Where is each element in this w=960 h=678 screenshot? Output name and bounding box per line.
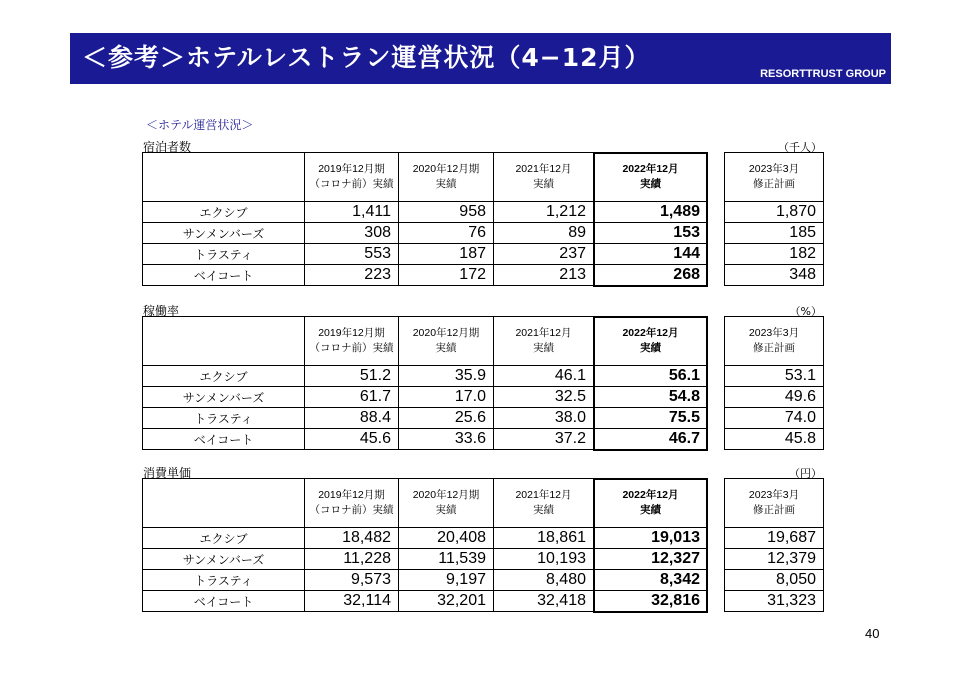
column-header-line1: 2019年12月期	[318, 163, 385, 175]
value-cell: 88.4	[304, 407, 399, 429]
column-header-line2: 実績	[639, 342, 661, 354]
column-header-line1: 2020年12月期	[412, 489, 480, 501]
value-cell: 11,228	[304, 548, 399, 570]
row-label: ベイコート	[142, 264, 305, 286]
column-header-line1: 2020年12月期	[412, 163, 480, 175]
value-cell: 20,408	[398, 527, 494, 549]
value-cell: 32,418	[493, 590, 594, 612]
value-cell: 32,114	[304, 590, 399, 612]
table-row	[142, 386, 824, 407]
value-cell: 12,327	[593, 548, 708, 570]
column-header	[493, 152, 594, 202]
column-header-line1: 2023年3月	[748, 327, 800, 339]
row-label: サンメンバーズ	[142, 386, 305, 408]
column-header-line1: 2021年12月	[515, 163, 572, 175]
row-label: トラスティ	[142, 407, 305, 429]
column-header-line1: 2022年12月	[622, 489, 679, 501]
column-header-line1: 2023年3月	[748, 163, 800, 175]
unit-label: （%）	[789, 305, 822, 318]
value-cell: 1,489	[593, 201, 708, 223]
table-row	[142, 407, 824, 428]
column-header-line2: （コロナ前）実績	[309, 504, 394, 516]
value-cell: 51.2	[304, 365, 399, 387]
row-label: エクシブ	[142, 201, 305, 223]
value-cell: 348	[724, 264, 824, 286]
table-row	[142, 527, 824, 548]
value-cell: 54.8	[593, 386, 708, 408]
value-cell: 49.6	[724, 386, 824, 408]
column-header	[724, 316, 824, 366]
table-row	[142, 569, 824, 590]
column-header-line2: 実績	[435, 342, 457, 354]
column-header-line2: 実績	[532, 178, 554, 190]
row-label: サンメンバーズ	[142, 222, 305, 244]
column-header-line1: 2019年12月期	[318, 489, 385, 501]
value-cell: 1,411	[304, 201, 399, 223]
value-cell: 45.6	[304, 428, 399, 450]
table-header-row	[142, 152, 824, 201]
unit-label: （千人）	[778, 141, 822, 154]
value-cell: 1,870	[724, 201, 824, 223]
column-header-line1: 2021年12月	[515, 489, 572, 501]
value-cell: 31,323	[724, 590, 824, 612]
table-header-row	[142, 316, 824, 365]
value-cell: 8,480	[493, 569, 594, 591]
column-header-line2: 実績	[435, 178, 457, 190]
section-title: 消費単価	[143, 466, 192, 480]
column-header-line2: 修正計画	[752, 342, 795, 354]
value-cell: 46.7	[593, 428, 708, 450]
row-label: ベイコート	[142, 590, 305, 612]
row-label: ベイコート	[142, 428, 305, 450]
value-cell: 61.7	[304, 386, 399, 408]
table-row	[142, 365, 824, 386]
table-row	[142, 222, 824, 243]
value-cell: 53.1	[724, 365, 824, 387]
value-cell: 45.8	[724, 428, 824, 450]
row-label: トラスティ	[142, 243, 305, 265]
value-cell: 153	[593, 222, 708, 244]
value-cell: 19,687	[724, 527, 824, 549]
row-label: トラスティ	[142, 569, 305, 591]
header-blank-cell	[142, 152, 305, 202]
row-label: エクシブ	[142, 527, 305, 549]
value-cell: 185	[724, 222, 824, 244]
column-header-line1: 2022年12月	[622, 163, 679, 175]
data-table	[142, 316, 824, 449]
value-cell: 268	[593, 264, 708, 286]
value-cell: 32.5	[493, 386, 594, 408]
value-cell: 10,193	[493, 548, 594, 570]
data-table	[142, 478, 824, 611]
column-header-line2: 修正計画	[752, 504, 795, 516]
value-cell: 35.9	[398, 365, 494, 387]
table-header-row	[142, 478, 824, 527]
value-cell: 33.6	[398, 428, 494, 450]
table-row	[142, 590, 824, 611]
value-cell: 958	[398, 201, 494, 223]
header-blank-cell	[142, 478, 305, 528]
header-blank-cell	[142, 316, 305, 366]
value-cell: 37.2	[493, 428, 594, 450]
value-cell: 213	[493, 264, 594, 286]
value-cell: 237	[493, 243, 594, 265]
column-header-line2: （コロナ前）実績	[309, 178, 394, 190]
column-header	[304, 316, 399, 366]
page-number: 40	[865, 626, 880, 641]
row-label: エクシブ	[142, 365, 305, 387]
row-label: サンメンバーズ	[142, 548, 305, 570]
value-cell: 46.1	[493, 365, 594, 387]
column-header-line2: 実績	[639, 178, 661, 190]
value-cell: 553	[304, 243, 399, 265]
column-header	[304, 152, 399, 202]
table-row	[142, 428, 824, 449]
column-header	[724, 478, 824, 528]
column-header	[398, 478, 494, 528]
column-header	[398, 316, 494, 366]
value-cell: 9,573	[304, 569, 399, 591]
column-header-line1: 2020年12月期	[412, 327, 480, 339]
column-header	[593, 478, 708, 528]
value-cell: 1,212	[493, 201, 594, 223]
value-cell: 308	[304, 222, 399, 244]
brand-name: RESORTTRUST GROUP	[760, 68, 886, 80]
value-cell: 223	[304, 264, 399, 286]
column-header-line2: 修正計画	[752, 178, 795, 190]
value-cell: 187	[398, 243, 494, 265]
unit-label: （円）	[789, 467, 822, 480]
value-cell: 182	[724, 243, 824, 265]
value-cell: 17.0	[398, 386, 494, 408]
value-cell: 144	[593, 243, 708, 265]
value-cell: 9,197	[398, 569, 494, 591]
table-row	[142, 243, 824, 264]
data-table	[142, 152, 824, 285]
table-row	[142, 201, 824, 222]
value-cell: 8,342	[593, 569, 708, 591]
section-title: 稼働率	[143, 304, 180, 318]
column-header	[398, 152, 494, 202]
column-header	[724, 152, 824, 202]
value-cell: 172	[398, 264, 494, 286]
table-row	[142, 264, 824, 285]
value-cell: 11,539	[398, 548, 494, 570]
value-cell: 74.0	[724, 407, 824, 429]
column-header-line1: 2019年12月期	[318, 327, 385, 339]
column-header-line1: 2022年12月	[622, 327, 679, 339]
column-header	[304, 478, 399, 528]
value-cell: 38.0	[493, 407, 594, 429]
column-header-line2: （コロナ前）実績	[309, 342, 394, 354]
column-header-line2: 実績	[532, 504, 554, 516]
column-header-line2: 実績	[639, 504, 661, 516]
title-banner	[70, 33, 891, 84]
value-cell: 18,861	[493, 527, 594, 549]
page-title: ＜参考＞ホテルレストラン運営状況（4−12月）	[82, 43, 651, 72]
column-header	[493, 478, 594, 528]
column-header-line1: 2021年12月	[515, 327, 572, 339]
column-header-line1: 2023年3月	[748, 489, 800, 501]
value-cell: 19,013	[593, 527, 708, 549]
table-row	[142, 548, 824, 569]
value-cell: 76	[398, 222, 494, 244]
value-cell: 25.6	[398, 407, 494, 429]
value-cell: 18,482	[304, 527, 399, 549]
value-cell: 89	[493, 222, 594, 244]
column-header-line2: 実績	[435, 504, 457, 516]
value-cell: 32,816	[593, 590, 708, 612]
value-cell: 56.1	[593, 365, 708, 387]
section-subheading: ＜ホテル運営状況＞	[146, 118, 254, 132]
value-cell: 32,201	[398, 590, 494, 612]
column-header	[593, 152, 708, 202]
value-cell: 8,050	[724, 569, 824, 591]
column-header-line2: 実績	[532, 342, 554, 354]
section-title: 宿泊者数	[143, 140, 192, 154]
value-cell: 12,379	[724, 548, 824, 570]
value-cell: 75.5	[593, 407, 708, 429]
column-header	[493, 316, 594, 366]
column-header	[593, 316, 708, 366]
